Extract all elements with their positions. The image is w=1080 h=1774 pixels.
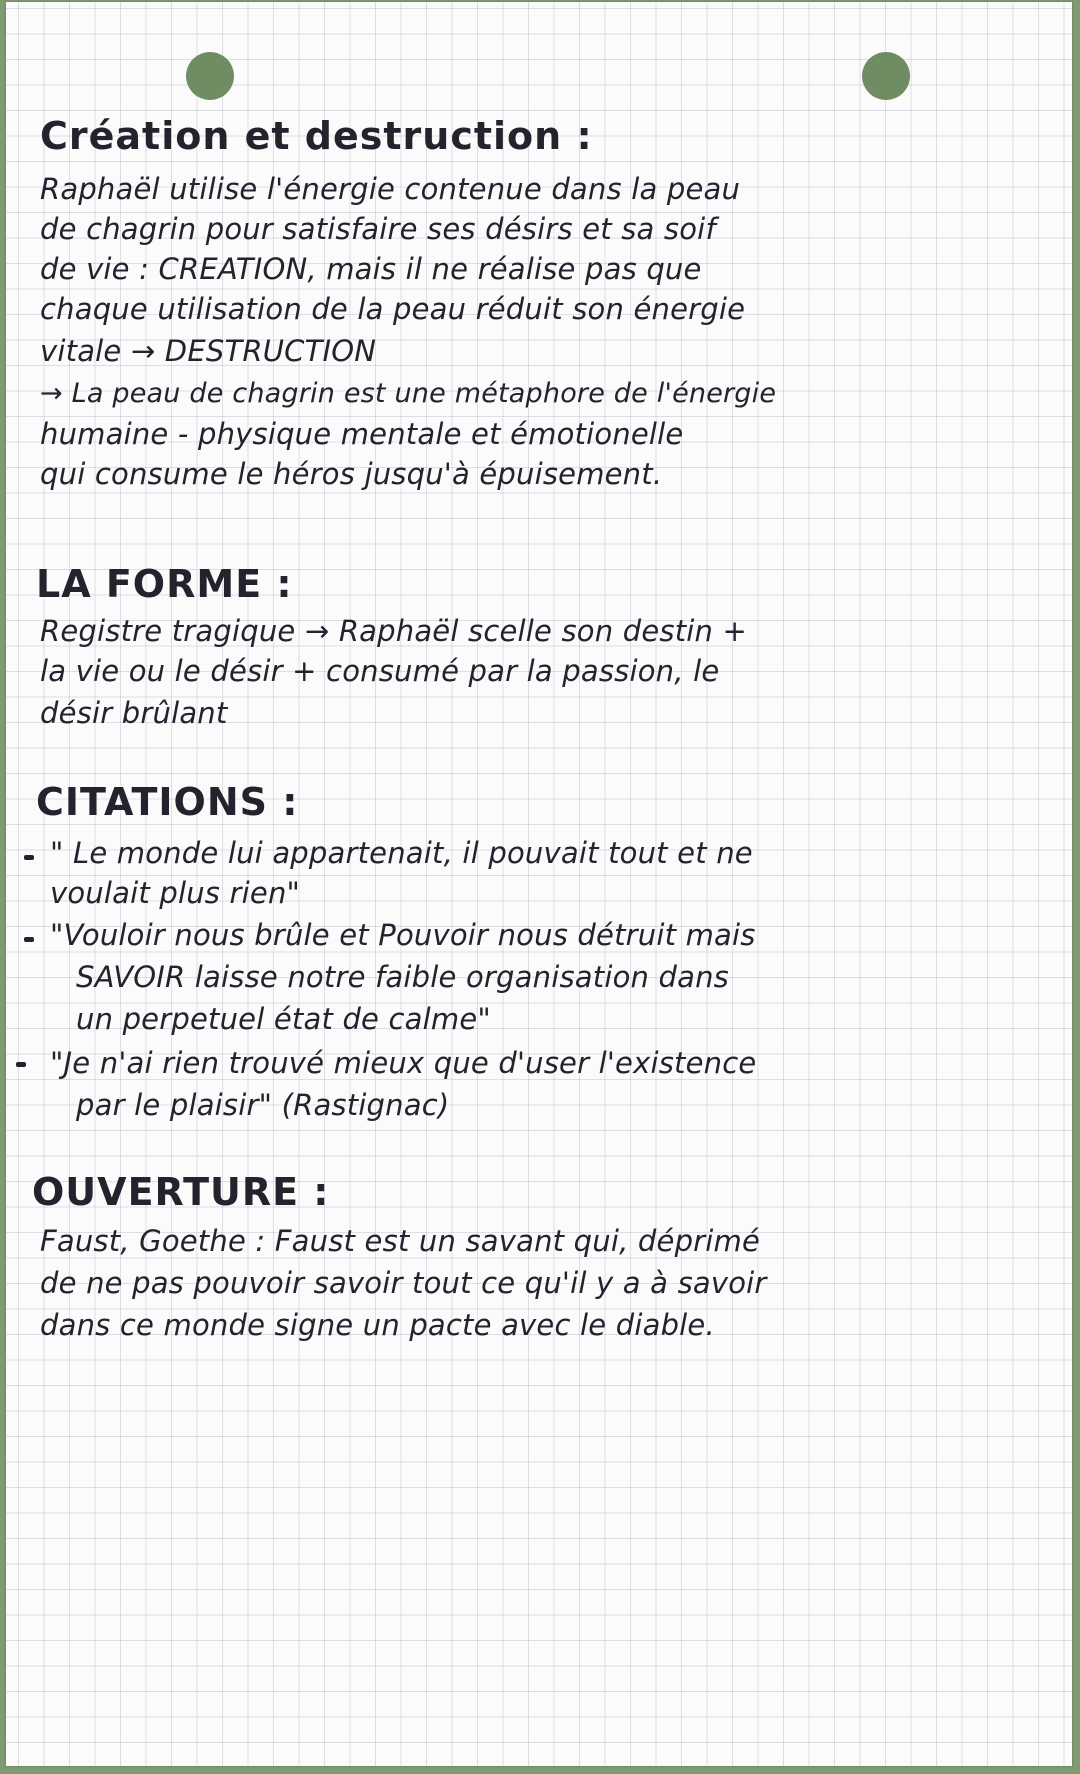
creation-line-2: de chagrin pour satisfaire ses désirs et sa soif [40, 212, 716, 246]
bullet-2 [24, 937, 34, 942]
citation-line-4: SAVOIR laisse notre faible organisation dans [76, 960, 729, 994]
heading-la-forme: LA FORME : [36, 562, 293, 606]
forme-line-2: la vie ou le désir + consumé par la passion, le [40, 654, 720, 688]
ouverture-line-2: de ne pas pouvoir savoir tout ce qu'il y a à savoir [40, 1266, 767, 1300]
ouverture-line-1: Faust, Goethe : Faust est un savant qui, déprimé [40, 1224, 761, 1258]
citation-line-5: un perpetuel état de calme" [76, 1002, 491, 1036]
citation-line-6: "Je n'ai rien trouvé mieux que d'user l'existence [50, 1046, 757, 1080]
heading-citations: CITATIONS : [36, 780, 299, 824]
citation-line-1: " Le monde lui appartenait, il pouvait tout et ne [50, 836, 753, 870]
forme-line-3: désir brûlant [40, 696, 228, 730]
creation-line-7: humaine - physique mentale et émotionelle [40, 417, 684, 451]
creation-line-8: qui consume le héros jusqu'à épuisement. [40, 457, 663, 491]
citation-line-7: par le plaisir" (Rastignac) [76, 1088, 450, 1122]
creation-line-6: → La peau de chagrin est une métaphore de l'énergie [40, 378, 777, 409]
forme-line-1: Registre tragique → Raphaël scelle son destin + [40, 614, 748, 648]
citation-line-2: voulait plus rien" [50, 876, 301, 910]
creation-line-3: de vie : CREATION, mais il ne réalise pas que [40, 252, 702, 286]
creation-line-4: chaque utilisation de la peau réduit son énergie [40, 292, 746, 326]
bullet-1 [24, 855, 34, 860]
creation-line-5: vitale → DESTRUCTION [40, 334, 377, 368]
citation-line-3: "Vouloir nous brûle et Pouvoir nous détruit mais [50, 918, 756, 952]
index-card [6, 2, 1072, 1766]
heading-creation-destruction: Création et destruction : [40, 114, 593, 158]
handwritten-notes [6, 2, 1072, 1766]
ouverture-line-3: dans ce monde signe un pacte avec le diable. [40, 1308, 715, 1342]
bullet-3 [16, 1062, 26, 1067]
creation-line-1: Raphaël utilise l'énergie contenue dans la peau [40, 172, 741, 206]
heading-ouverture: OUVERTURE : [32, 1170, 330, 1214]
